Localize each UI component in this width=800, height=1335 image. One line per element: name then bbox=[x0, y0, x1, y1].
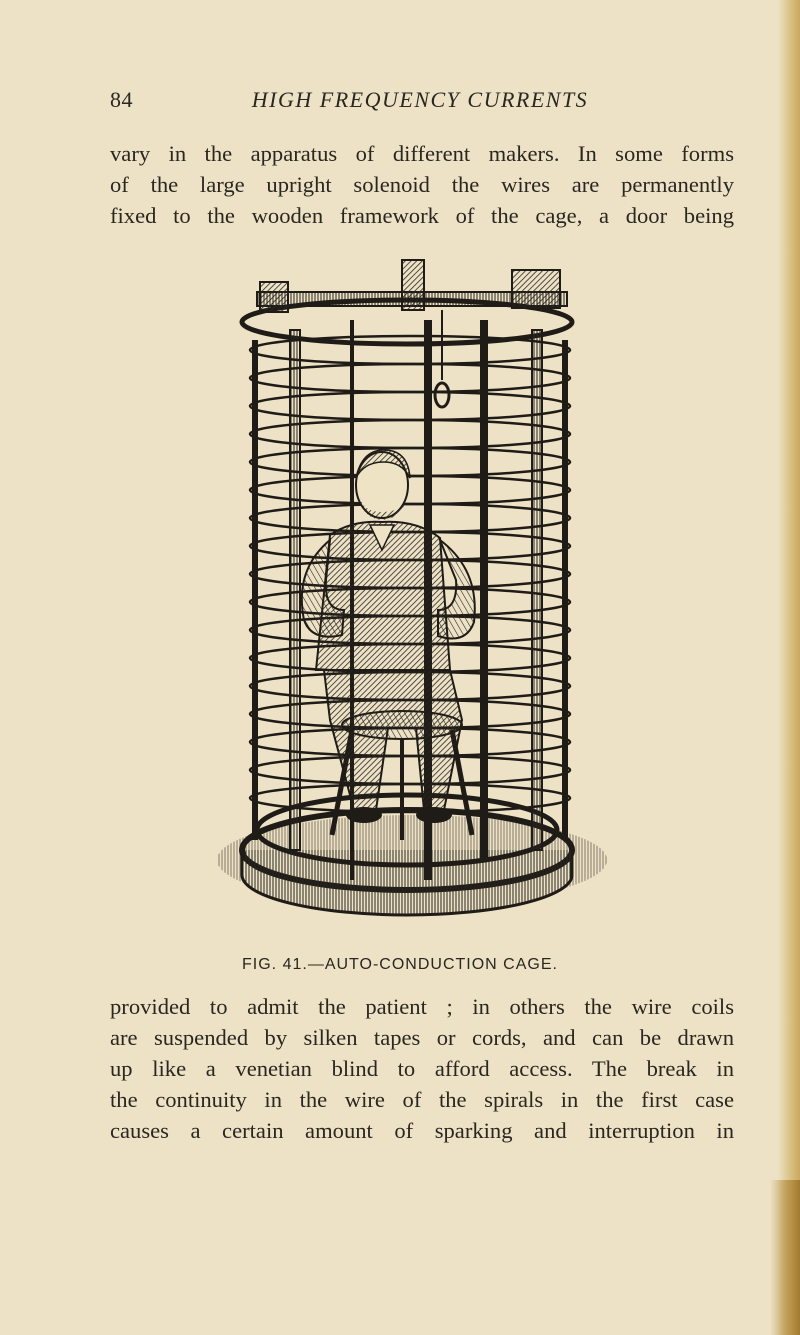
page-edge-discoloration bbox=[770, 1180, 800, 1335]
page-header bbox=[110, 87, 730, 115]
auto-conduction-cage-illustration bbox=[212, 250, 632, 930]
bottom-paragraph bbox=[110, 991, 734, 1146]
figure-caption: FIG. 41.—AUTO-CONDUCTION CAGE. bbox=[242, 956, 558, 973]
text-line: causes a certain amount of sparking and interruption in bbox=[110, 1118, 734, 1143]
text-line: of the large upright solenoid the wires are permanently bbox=[110, 172, 734, 197]
page-number: 84 bbox=[110, 87, 133, 112]
text-line: provided to admit the patient ; in others the wire coils bbox=[110, 994, 734, 1019]
text-line: the continuity in the wire of the spirals in the first case bbox=[110, 1087, 734, 1112]
text-line: are suspended by silken tapes or cords, and can be drawn bbox=[110, 1025, 734, 1050]
text-line: up like a venetian blind to afford access. The break in bbox=[110, 1056, 734, 1081]
running-title: HIGH FREQUENCY CURRENTS bbox=[251, 87, 589, 112]
page-edge-shading bbox=[778, 0, 800, 1335]
top-paragraph bbox=[110, 138, 734, 231]
text-line: fixed to the wooden framework of the cage, a door being bbox=[110, 203, 734, 228]
text-line: vary in the apparatus of different makers. In some forms bbox=[110, 141, 734, 166]
